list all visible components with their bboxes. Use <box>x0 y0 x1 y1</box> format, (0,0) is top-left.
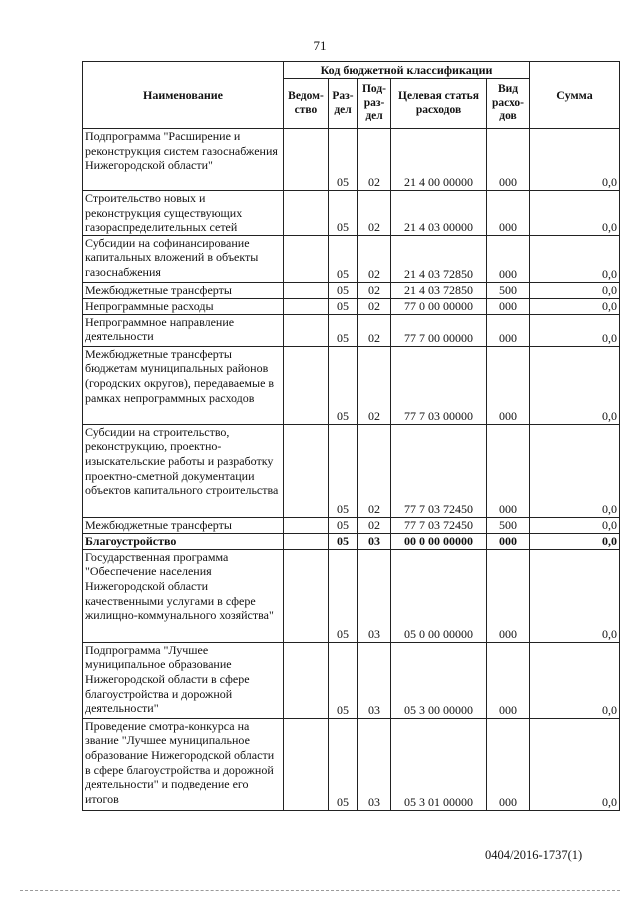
row-podrazdel: 02 <box>358 298 391 314</box>
row-vedomstvo <box>284 549 329 642</box>
row-target: 77 7 03 00000 <box>391 346 487 424</box>
table-row <box>83 191 620 236</box>
row-razdel: 05 <box>329 533 358 549</box>
row-name: Субсидии на строительство, реконструкцию, проектно-изыскательские работы и разработку проектно-сметной документации объектов капитального строительства <box>83 424 284 517</box>
row-name: Непрограммные расходы <box>83 298 284 314</box>
row-name: Непрограммное направление деятельности <box>83 314 284 346</box>
row-name: Межбюджетные трансферты бюджетам муниципальных районов (городских округов), передаваемые в рамках непрограммных расходов <box>83 346 284 424</box>
row-vid: 000 <box>487 314 530 346</box>
table-row <box>83 549 620 642</box>
row-vid: 000 <box>487 718 530 810</box>
row-razdel: 05 <box>329 642 358 718</box>
table-row <box>83 424 620 517</box>
row-target: 21 4 00 00000 <box>391 129 487 191</box>
row-name: Межбюджетные трансферты <box>83 517 284 533</box>
row-sum: 0,0 <box>530 314 620 346</box>
row-podrazdel: 02 <box>358 129 391 191</box>
row-sum: 0,0 <box>530 517 620 533</box>
row-podrazdel: 03 <box>358 549 391 642</box>
row-vedomstvo <box>284 298 329 314</box>
table-row <box>83 346 620 424</box>
budget-table <box>82 61 620 811</box>
header-vedomstvo: Ведом-ство <box>284 79 329 129</box>
row-name: Межбюджетные трансферты <box>83 282 284 298</box>
table-row <box>83 533 620 549</box>
row-podrazdel: 03 <box>358 533 391 549</box>
row-vedomstvo <box>284 235 329 282</box>
row-target: 05 3 01 00000 <box>391 718 487 810</box>
header-code-group: Код бюджетной классификации <box>284 62 530 79</box>
row-razdel: 05 <box>329 517 358 533</box>
row-name: Государственная программа "Обеспечение населения Нижегородской области качественными услугами в сфере жилищно-коммунального хозяйства" <box>83 549 284 642</box>
row-vid: 000 <box>487 549 530 642</box>
header-target: Целевая статья расходов <box>391 79 487 129</box>
table-row <box>83 642 620 718</box>
row-target: 21 4 03 72850 <box>391 235 487 282</box>
row-target: 21 4 03 72850 <box>391 282 487 298</box>
row-vid: 000 <box>487 533 530 549</box>
row-sum: 0,0 <box>530 642 620 718</box>
table-row <box>83 314 620 346</box>
row-razdel: 05 <box>329 718 358 810</box>
row-podrazdel: 03 <box>358 642 391 718</box>
row-target: 77 0 00 00000 <box>391 298 487 314</box>
row-vid: 000 <box>487 346 530 424</box>
header-vid: Вид расхо-дов <box>487 79 530 129</box>
row-sum: 0,0 <box>530 549 620 642</box>
page-number: 71 <box>313 38 327 53</box>
table-row <box>83 298 620 314</box>
table-row <box>83 282 620 298</box>
row-name: Строительство новых и реконструкция существующих газораспределительных сетей <box>83 191 284 236</box>
row-vedomstvo <box>284 346 329 424</box>
scan-edge-line <box>20 890 620 891</box>
row-vedomstvo <box>284 533 329 549</box>
row-podrazdel: 02 <box>358 235 391 282</box>
row-sum: 0,0 <box>530 298 620 314</box>
row-vedomstvo <box>284 282 329 298</box>
row-podrazdel: 02 <box>358 191 391 236</box>
row-name: Благоустройство <box>83 533 284 549</box>
row-sum: 0,0 <box>530 235 620 282</box>
row-vid: 500 <box>487 282 530 298</box>
row-sum: 0,0 <box>530 129 620 191</box>
row-podrazdel: 03 <box>358 718 391 810</box>
row-sum: 0,0 <box>530 424 620 517</box>
row-vid: 000 <box>487 424 530 517</box>
row-sum: 0,0 <box>530 282 620 298</box>
row-razdel: 05 <box>329 549 358 642</box>
row-sum: 0,0 <box>530 191 620 236</box>
row-target: 77 7 00 00000 <box>391 314 487 346</box>
row-razdel: 05 <box>329 191 358 236</box>
row-vid: 000 <box>487 191 530 236</box>
row-name: Проведение смотра-конкурса на звание "Лучшее муниципальное образование Нижегородской области в сфере благоустройства и дорожной деятельности" и подведение его итогов <box>83 718 284 810</box>
row-razdel: 05 <box>329 235 358 282</box>
row-target: 05 3 00 00000 <box>391 642 487 718</box>
row-target: 05 0 00 00000 <box>391 549 487 642</box>
row-target: 00 0 00 00000 <box>391 533 487 549</box>
table-row <box>83 129 620 191</box>
row-podrazdel: 02 <box>358 424 391 517</box>
row-podrazdel: 02 <box>358 314 391 346</box>
row-razdel: 05 <box>329 298 358 314</box>
row-vedomstvo <box>284 129 329 191</box>
row-vid: 500 <box>487 517 530 533</box>
row-razdel: 05 <box>329 424 358 517</box>
row-vid: 000 <box>487 298 530 314</box>
row-sum: 0,0 <box>530 718 620 810</box>
row-name: Подпрограмма "Расширение и реконструкция систем газоснабжения Нижегородской области" <box>83 129 284 191</box>
document-code: 0404/2016-1737(1) <box>485 848 583 862</box>
row-razdel: 05 <box>329 346 358 424</box>
row-sum: 0,0 <box>530 533 620 549</box>
row-razdel: 05 <box>329 282 358 298</box>
row-vedomstvo <box>284 424 329 517</box>
table-row <box>83 517 620 533</box>
table-row <box>83 718 620 810</box>
row-target: 77 7 03 72450 <box>391 424 487 517</box>
row-name: Подпрограмма "Лучшее муниципальное образование Нижегородской области в сфере благоустройства и дорожной деятельности" <box>83 642 284 718</box>
header-name: Наименование <box>83 62 284 129</box>
header-sum: Сумма <box>530 62 620 129</box>
row-podrazdel: 02 <box>358 517 391 533</box>
row-vid: 000 <box>487 642 530 718</box>
header-razdel: Раз-дел <box>329 79 358 129</box>
row-target: 21 4 03 00000 <box>391 191 487 236</box>
row-razdel: 05 <box>329 129 358 191</box>
header-podrazdel: Под-раз-дел <box>358 79 391 129</box>
row-vedomstvo <box>284 718 329 810</box>
row-vedomstvo <box>284 191 329 236</box>
row-razdel: 05 <box>329 314 358 346</box>
row-podrazdel: 02 <box>358 346 391 424</box>
row-name: Субсидии на софинансирование капитальных вложений в объекты газоснабжения <box>83 235 284 282</box>
row-vid: 000 <box>487 235 530 282</box>
row-podrazdel: 02 <box>358 282 391 298</box>
row-target: 77 7 03 72450 <box>391 517 487 533</box>
row-vedomstvo <box>284 642 329 718</box>
row-vedomstvo <box>284 517 329 533</box>
row-vedomstvo <box>284 314 329 346</box>
table-row <box>83 235 620 282</box>
row-vid: 000 <box>487 129 530 191</box>
row-sum: 0,0 <box>530 346 620 424</box>
